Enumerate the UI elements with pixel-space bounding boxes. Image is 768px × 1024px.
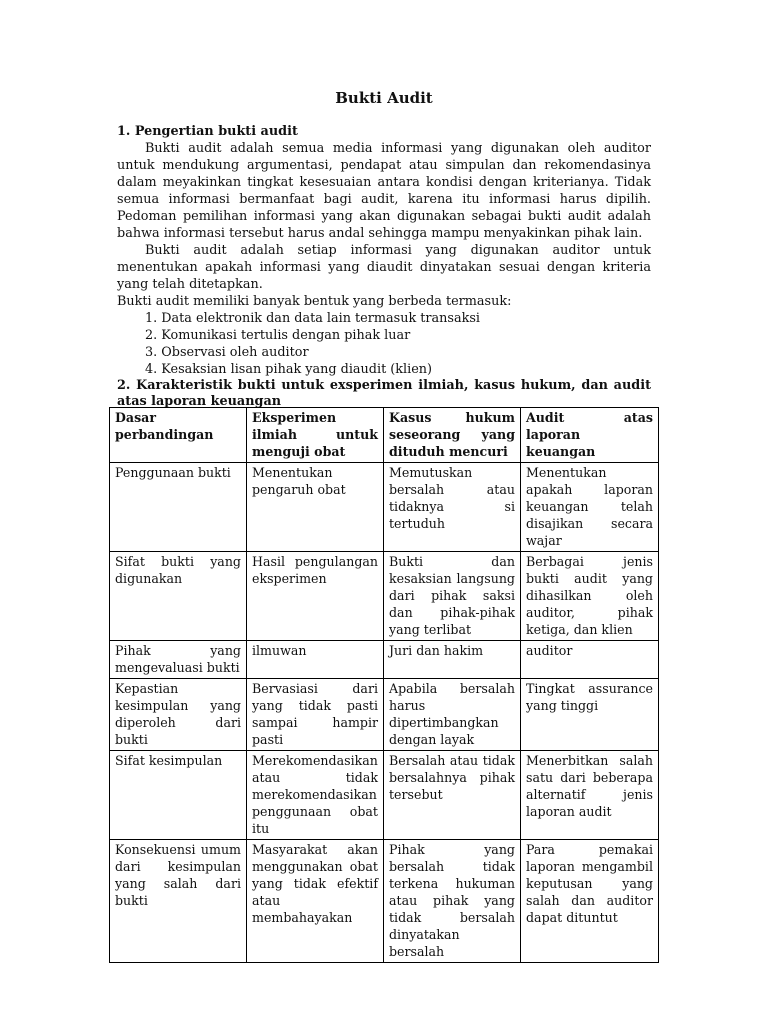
table-header-cell: Kasus hukum seseorang yang dituduh mencuri <box>384 408 521 463</box>
table-cell: Sifat kesimpulan <box>110 751 247 840</box>
section-1-paragraph-2: Bukti audit adalah setiap informasi yang digunakan auditor untuk menentukan apakah informasi yang diaudit dinyatakan sesuai dengan kriteria yang telah ditetapkan. <box>117 243 651 292</box>
table-cell: Pihak yang bersalah tidak terkena hukuman atau pihak yang tidak bersalah dinyatakan bersalah <box>384 840 521 963</box>
table-cell: Apabila bersalah harus dipertimbangkan dengan layak <box>384 679 521 751</box>
table-row <box>110 679 659 751</box>
table-cell: Masyarakat akan menggunakan obat yang tidak efektif atau membahayakan <box>247 840 384 963</box>
table-cell: Menentukan apakah laporan keuangan telah disajikan secara wajar <box>521 463 659 552</box>
table-row <box>110 463 659 552</box>
table-cell: Bervasiasi dari yang tidak pasti sampai hampir pasti <box>247 679 384 751</box>
comparison-table <box>109 407 659 963</box>
table-cell: Sifat bukti yang digunakan <box>110 552 247 641</box>
table-row <box>110 840 659 963</box>
section-2-heading: 2. Karakteristik bukti untuk exsperimen ilmiah, kasus hukum, dan audit atas laporan keuangan <box>117 378 651 409</box>
list-item: 4. Kesaksian lisan pihak yang diaudit (klien) <box>145 362 433 377</box>
table-cell: Kepastian kesimpulan yang diperoleh dari bukti <box>110 679 247 751</box>
document-body <box>117 123 651 410</box>
table-row <box>110 751 659 840</box>
table-cell: Bersalah atau tidak bersalahnya pihak tersebut <box>384 751 521 840</box>
table-header-cell: Dasar perbandingan <box>110 408 247 463</box>
evidence-forms-intro: Bukti audit memiliki banyak bentuk yang berbeda termasuk: <box>117 294 512 309</box>
list-item: 3. Observasi oleh auditor <box>145 345 309 360</box>
table-cell: auditor <box>521 641 659 679</box>
list-item: 1. Data elektronik dan data lain termasuk transaksi <box>145 311 481 326</box>
table-cell: Juri dan hakim <box>384 641 521 679</box>
table-cell: Menentukan pengaruh obat <box>247 463 384 552</box>
list-item: 2. Komunikasi tertulis dengan pihak luar <box>145 328 411 343</box>
table-cell: Hasil pengulangan eksperimen <box>247 552 384 641</box>
table-cell: Memutuskan bersalah atau tidaknya si tertuduh <box>384 463 521 552</box>
table-header-cell: Audit atas laporan keuangan <box>521 408 659 463</box>
table-cell: Menerbitkan salah satu dari beberapa alternatif jenis laporan audit <box>521 751 659 840</box>
table-row <box>110 641 659 679</box>
table-cell: Bukti dan kesaksian langsung dari pihak saksi dan pihak-pihak yang terlibat <box>384 552 521 641</box>
document-title: Bukti Audit <box>335 89 433 107</box>
section-1-paragraph-1: Bukti audit adalah semua media informasi yang digunakan oleh auditor untuk mendukung argumentasi, pendapat atau simpulan dan rekomendasinya dalam meyakinkan tingkat kesesuaian antara kondisi dengan kriterianya. Tidak semua informasi bermanfaat bagi audit, karena itu informasi harus dipilih. Pedoman pemilihan informasi yang akan digunakan sebagai bukti audit adalah bahwa informasi tersebut harus andal sehingga mampu menyakinkan pihak lain. <box>117 141 651 241</box>
table-cell: Berbagai jenis bukti audit yang dihasilkan oleh auditor, pihak ketiga, dan klien <box>521 552 659 641</box>
table-cell: ilmuwan <box>247 641 384 679</box>
table-row <box>110 552 659 641</box>
table-cell: Penggunaan bukti <box>110 463 247 552</box>
section-1-heading: 1. Pengertian bukti audit <box>117 124 298 139</box>
table-header-cell: Eksperimen ilmiah untuk menguji obat <box>247 408 384 463</box>
table-cell: Tingkat assurance yang tinggi <box>521 679 659 751</box>
table-cell: Para pemakai laporan mengambil keputusan yang salah dan auditor dapat dituntut <box>521 840 659 963</box>
table-cell: Merekomendasikan atau tidak merekomendasikan penggunaan obat itu <box>247 751 384 840</box>
table-header-row <box>110 408 659 463</box>
evidence-forms-list <box>117 310 651 378</box>
table-cell: Pihak yang mengevaluasi bukti <box>110 641 247 679</box>
table-cell: Konsekuensi umum dari kesimpulan yang salah dari bukti <box>110 840 247 963</box>
